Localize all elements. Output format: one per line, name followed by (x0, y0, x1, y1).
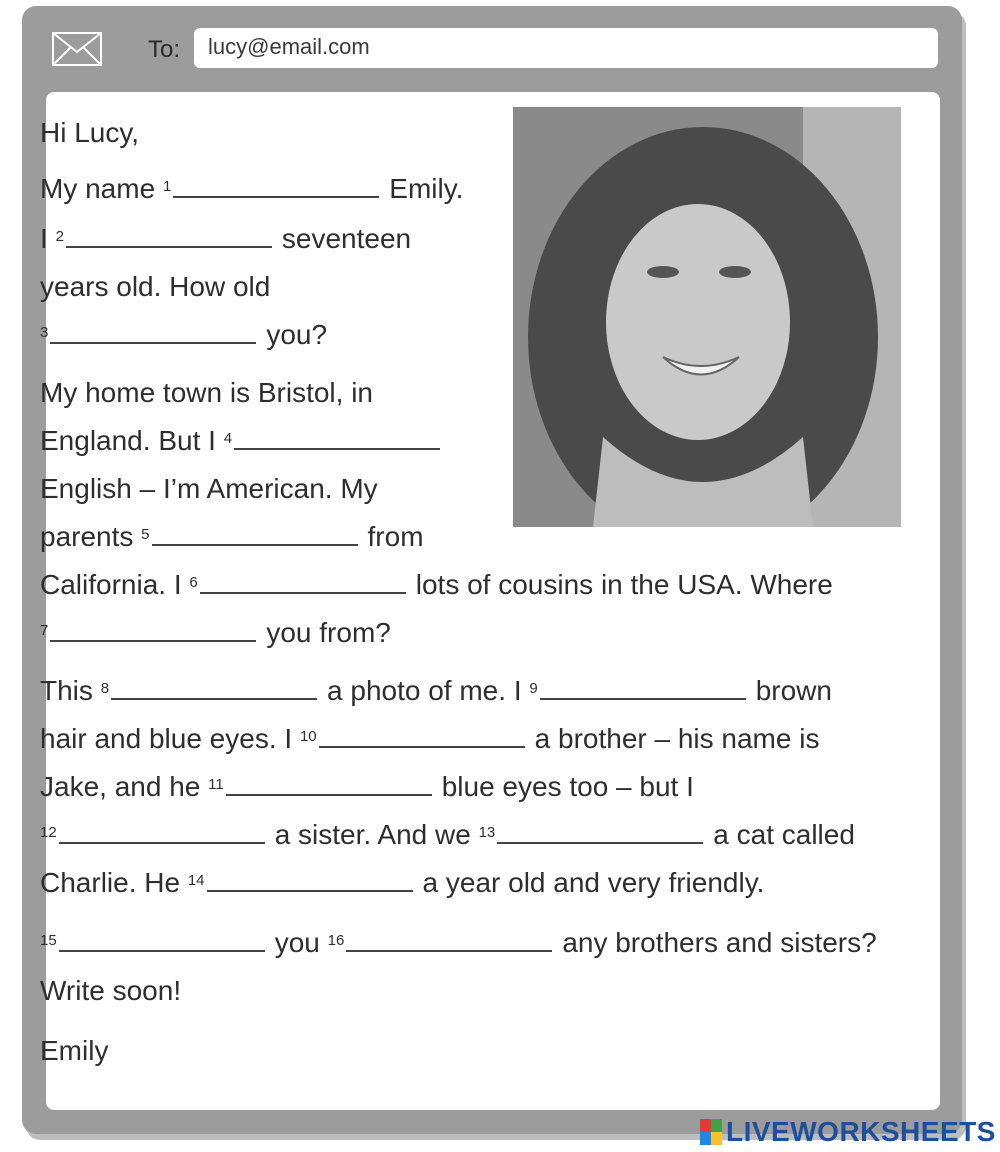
gap-input-13[interactable] (497, 820, 703, 844)
letter-text: I (40, 223, 56, 254)
letter-line (40, 318, 327, 352)
gap-number: 2 (55, 228, 64, 245)
letter-line (40, 376, 373, 410)
liveworksheets-logo (700, 1116, 996, 1148)
email-header (22, 6, 962, 92)
gap-input-8[interactable] (111, 676, 317, 700)
gap-number: 9 (529, 680, 538, 697)
closing: Write soon! (40, 975, 182, 1006)
gap-input-7[interactable] (50, 618, 256, 642)
letter-text: you (274, 927, 328, 958)
letter-text: Charlie. He (40, 867, 188, 898)
gap-input-11[interactable] (226, 772, 432, 796)
letter-line (40, 172, 463, 206)
logo-mark-icon (700, 1119, 722, 1145)
gap-number: 6 (189, 574, 198, 591)
letter-line (40, 866, 764, 900)
letter-line (40, 520, 424, 554)
envelope-icon (52, 32, 102, 66)
letter-text: lots of cousins in the USA. Where (415, 569, 833, 600)
portrait-photo (513, 107, 901, 527)
letter-text: a year old and very friendly. (422, 867, 765, 898)
letter-text: blue eyes too – but I (441, 771, 694, 802)
gap-input-9[interactable] (540, 676, 746, 700)
letter-text: a cat called (713, 819, 855, 850)
letter-text: you from? (266, 617, 391, 648)
gap-number: 11 (208, 776, 224, 793)
gap-number: 1 (162, 178, 172, 195)
gap-input-6[interactable] (200, 570, 406, 594)
gap-input-15[interactable] (59, 928, 265, 952)
gap-input-14[interactable] (207, 868, 413, 892)
gap-input-2[interactable] (66, 224, 272, 248)
letter-text: you? (266, 319, 328, 350)
letter-line (40, 926, 877, 960)
letter-text: hair and blue eyes. I (40, 723, 300, 754)
logo-text: LIVEWORKSHEETS (726, 1116, 996, 1147)
letter-line (40, 568, 833, 602)
gap-number: 13 (478, 824, 496, 841)
letter-text: My name (40, 173, 163, 204)
gap-number: 10 (299, 728, 317, 745)
letter-line (40, 818, 855, 852)
letter-line (40, 674, 832, 708)
letter-text: English – I’m American. My (40, 473, 378, 504)
gap-input-10[interactable] (319, 724, 525, 748)
gap-input-5[interactable] (152, 522, 358, 546)
greeting: Hi Lucy, (40, 117, 140, 148)
letter-text: England. But I (40, 425, 224, 456)
gap-input-3[interactable] (50, 320, 256, 344)
letter-text: This (40, 675, 101, 706)
gap-number: 3 (40, 324, 49, 341)
letter-line (40, 222, 411, 256)
gap-number: 8 (100, 680, 110, 697)
letter-text: a photo of me. I (327, 675, 530, 706)
letter-text: a brother – his name is (534, 723, 820, 754)
to-label: To: (148, 36, 181, 63)
gap-number: 4 (223, 430, 233, 447)
gap-number: 16 (327, 932, 345, 949)
gap-input-12[interactable] (59, 820, 265, 844)
gap-input-4[interactable] (234, 426, 440, 450)
letter-line (40, 722, 819, 756)
gap-number: 7 (40, 622, 49, 639)
gap-number: 15 (40, 932, 57, 949)
letter-text: any brothers and sisters? (562, 927, 877, 958)
letter-text: parents (40, 521, 142, 552)
letter-line (40, 472, 378, 506)
gap-input-1[interactable] (173, 174, 379, 198)
letter-text: California. I (40, 569, 190, 600)
letter-text: Emily. (389, 173, 464, 204)
letter-line (40, 770, 694, 804)
letter-text: brown (755, 675, 832, 706)
letter-text: Jake, and he (40, 771, 209, 802)
letter-text: a sister. And we (274, 819, 479, 850)
letter-line (40, 616, 391, 650)
letter-text: years old. How old (40, 271, 271, 302)
signature: Emily (40, 1035, 109, 1066)
gap-number: 14 (187, 872, 205, 889)
letter-line (40, 270, 270, 304)
to-field[interactable]: lucy@email.com (194, 28, 938, 68)
gap-number: 5 (141, 526, 150, 543)
gap-number: 12 (40, 824, 57, 841)
letter-text: seventeen (281, 223, 412, 254)
letter-text: My home town is Bristol, in (40, 377, 373, 408)
letter-line (40, 424, 450, 458)
letter-text: from (367, 521, 424, 552)
gap-input-16[interactable] (346, 928, 552, 952)
